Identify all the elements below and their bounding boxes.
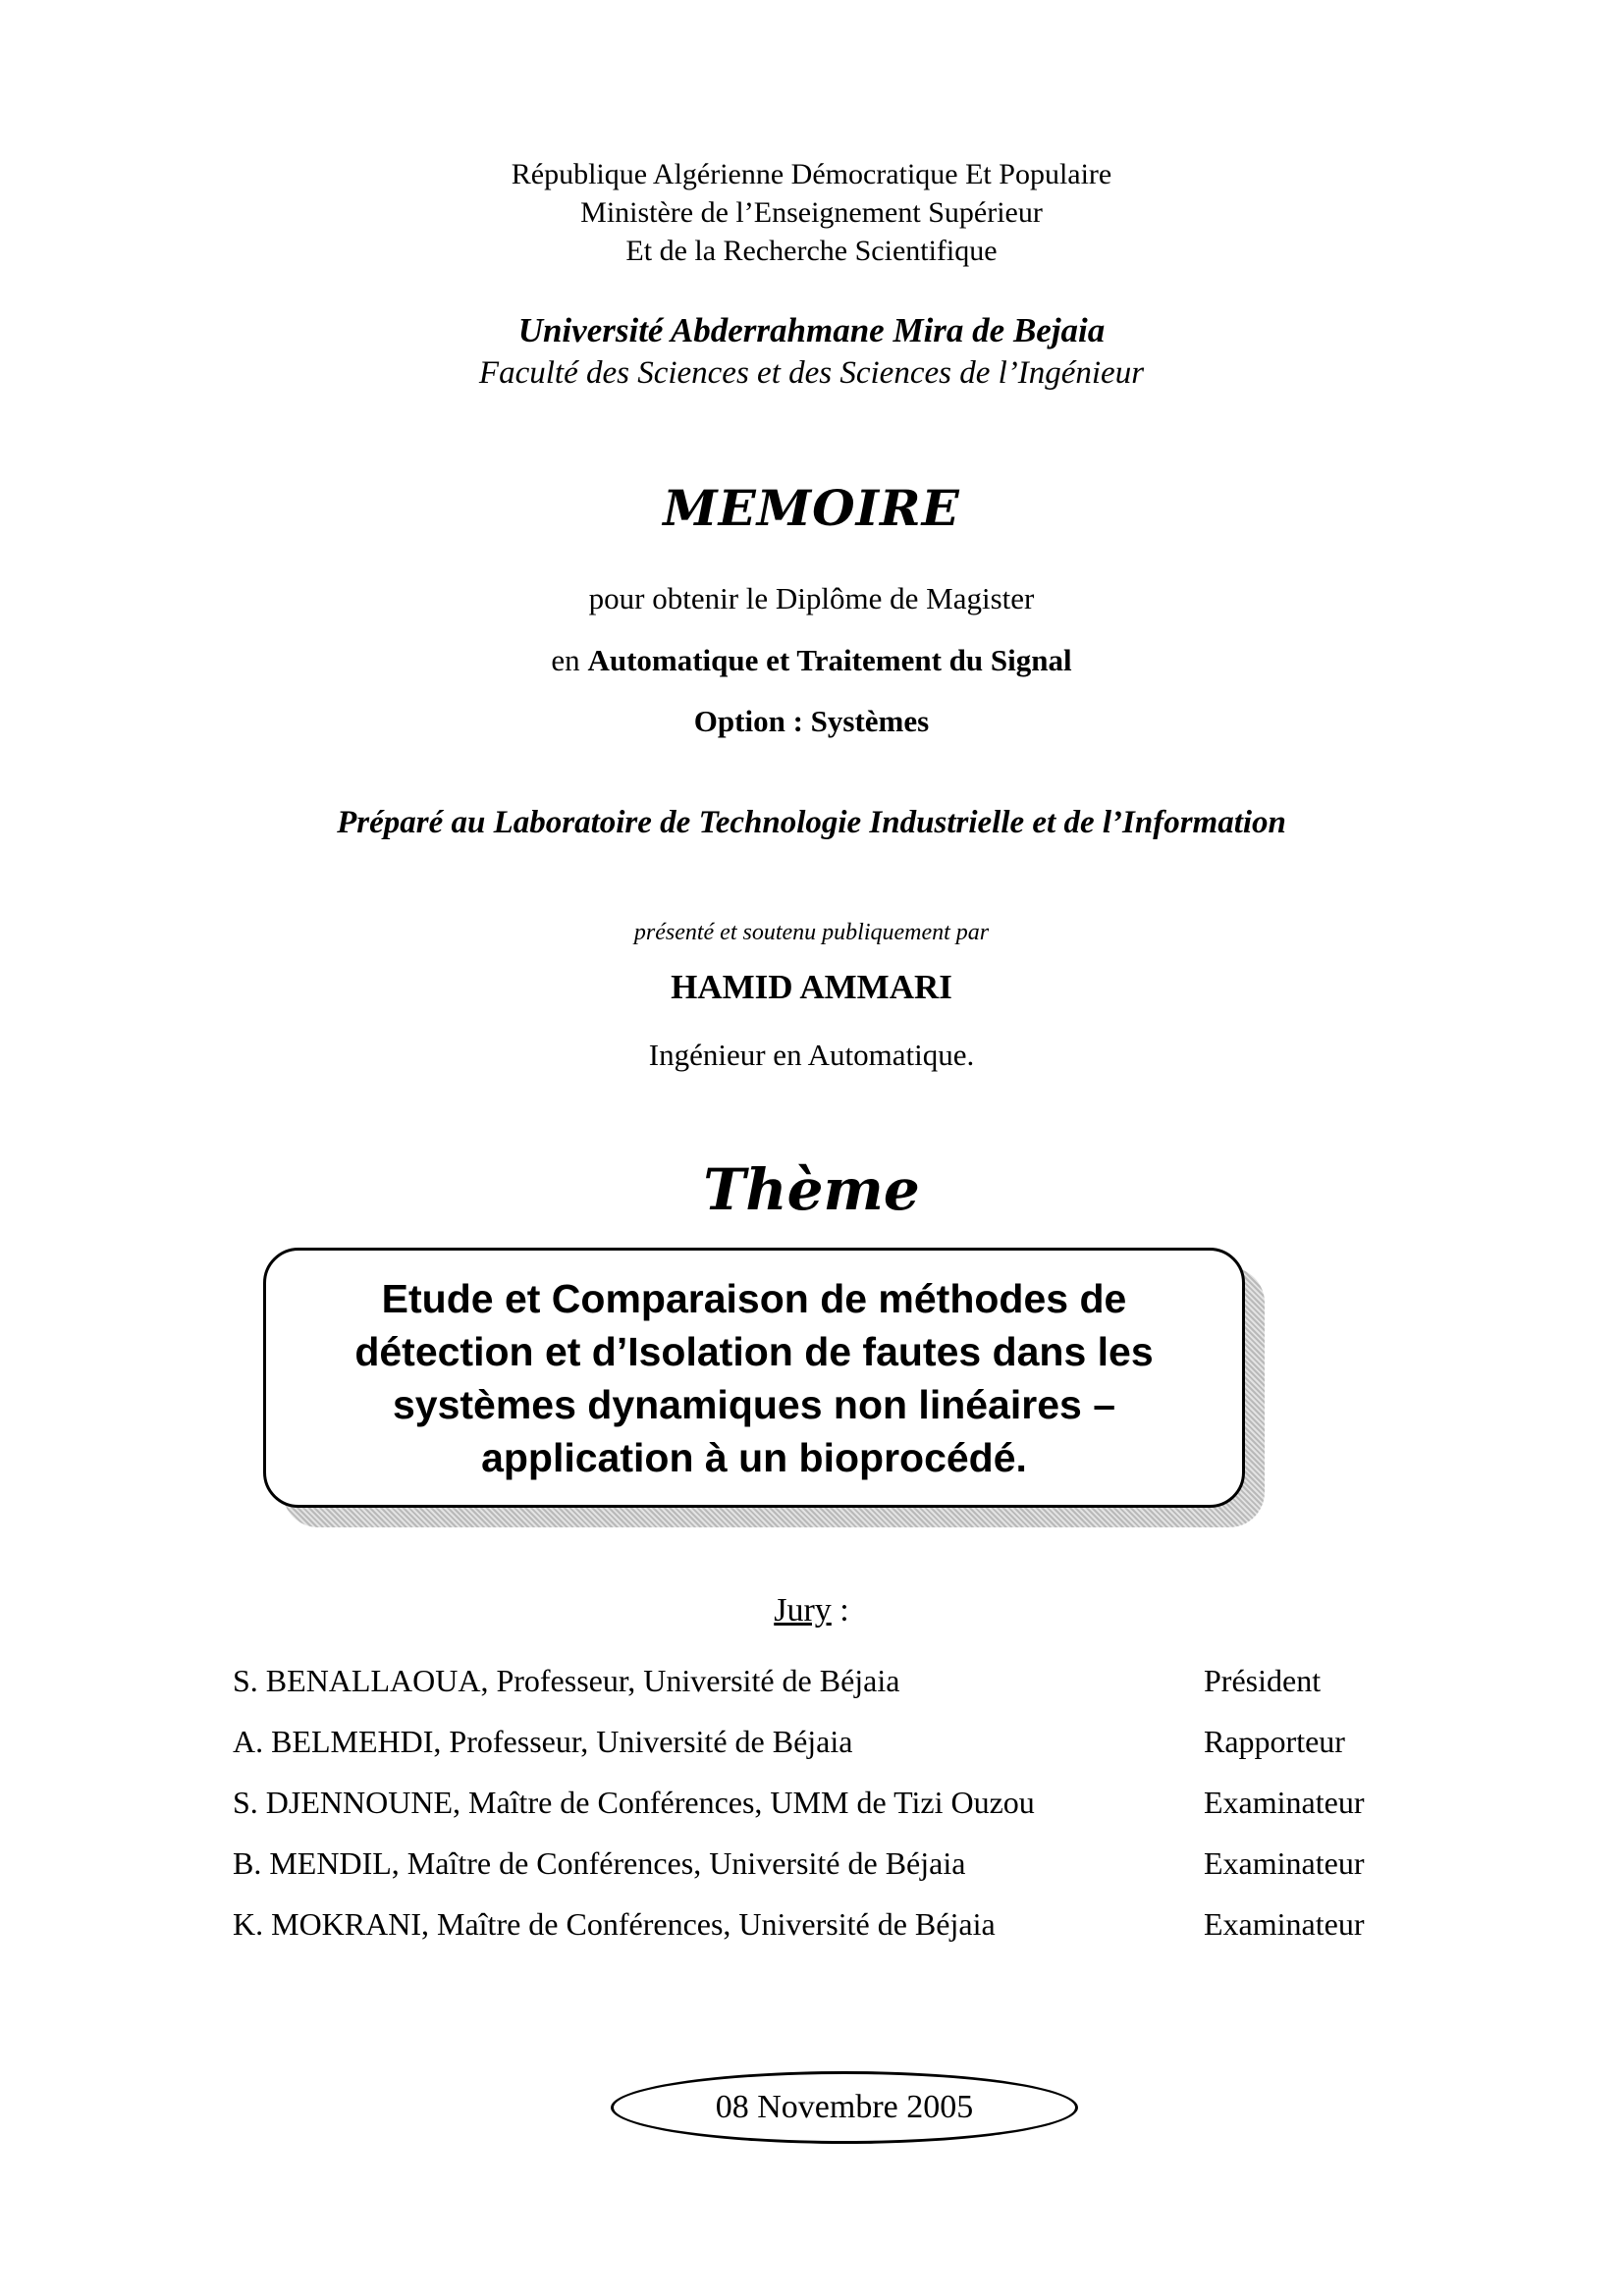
jury-member-role: Président — [1204, 1663, 1322, 1698]
jury-member — [0, 1906, 1623, 1946]
theme-heading: Thème — [703, 1156, 920, 1223]
jury-title — [0, 1592, 1623, 1629]
jury-member-role: Examinateur — [1204, 1845, 1365, 1881]
jury-member-name: B. MENDIL, Maître de Conférences, Université de Béjaia — [233, 1845, 966, 1881]
defense-date — [611, 2071, 1078, 2144]
faculty-name: Faculté des Sciences et des Sciences de l’Ingénieur — [478, 355, 1145, 391]
theme-text: Etude et Comparaison de méthodes de détection et d’Isolation de fautes dans les systèmes dynamiques non linéaires – application à un bioprocédé. — [354, 1275, 1154, 1480]
author-name: HAMID AMMARI — [671, 968, 952, 1006]
degree-field — [0, 643, 1623, 678]
degree-field-name: Automatique et Traitement du Signal — [587, 643, 1072, 677]
research-line: Et de la Recherche Scientifique — [625, 235, 998, 267]
jury-label: Jury — [774, 1592, 832, 1629]
jury-member — [0, 1845, 1623, 1885]
jury-member — [0, 1785, 1623, 1824]
document-type: MEMOIRE — [663, 479, 960, 537]
jury-member-role: Examinateur — [1204, 1785, 1365, 1820]
ministry-line: Ministère de l’Enseignement Supérieur — [580, 196, 1043, 229]
jury-colon: : — [831, 1592, 849, 1629]
republic-line: République Algérienne Démocratique Et Populaire — [511, 158, 1112, 190]
theme-box — [263, 1248, 1245, 1508]
jury-member — [0, 1663, 1623, 1702]
degree-prefix: en — [551, 643, 580, 677]
defense-date-text: 08 Novembre 2005 — [715, 2089, 974, 2125]
jury-member-role: Rapporteur — [1204, 1724, 1345, 1759]
jury-member-name: A. BELMEHDI, Professeur, Université de Béjaia — [233, 1724, 853, 1759]
jury-member-name: S. DJENNOUNE, Maître de Conférences, UMM de Tizi Ouzou — [233, 1785, 1035, 1820]
laboratory-line: Préparé au Laboratoire de Technologie Industrielle et de l’Information — [337, 805, 1286, 840]
university-name: Université Abderrahmane Mira de Bejaia — [517, 311, 1106, 349]
jury-member-name: S. BENALLAOUA, Professeur, Université de Béjaia — [233, 1663, 900, 1698]
jury-member — [0, 1724, 1623, 1763]
jury-member-name: K. MOKRANI, Maître de Conférences, Université de Béjaia — [233, 1906, 996, 1942]
degree-line: pour obtenir le Diplôme de Magister — [588, 581, 1035, 615]
jury-member-role: Examinateur — [1204, 1906, 1365, 1942]
degree-option: Option : Systèmes — [693, 704, 930, 738]
author-title: Ingénieur en Automatique. — [648, 1038, 975, 1072]
presented-by-line: présenté et soutenu publiquement par — [633, 920, 990, 945]
